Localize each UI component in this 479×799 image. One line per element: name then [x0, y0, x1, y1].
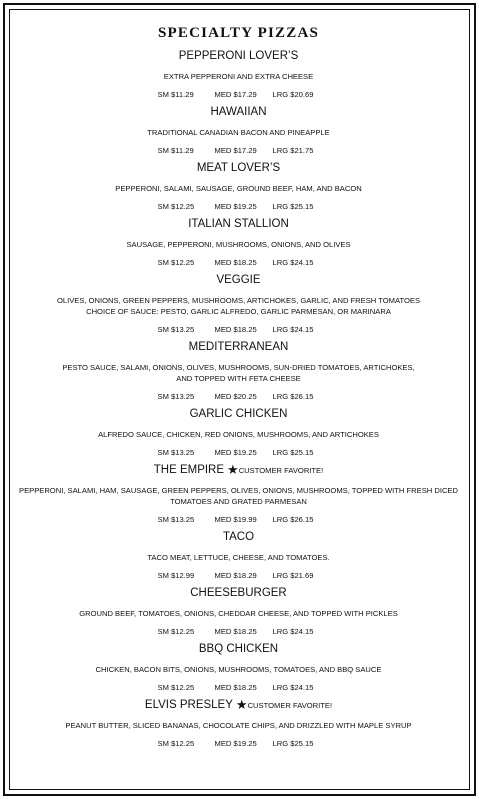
star-icon: ★	[235, 697, 248, 712]
pizza-description: PESTO SAUCE, SALAMI, ONIONS, OLIVES, MUSHROOMS, SUN-DRIED TOMATOES, ARTICHOKES, AND TOPPED WITH FETA CHEESE	[62, 363, 415, 383]
price-small: SM $13.25	[157, 448, 195, 457]
price-medium: MED $17.29	[214, 146, 257, 155]
price-small: SM $13.25	[157, 325, 195, 334]
price-medium: MED $19.25	[214, 202, 257, 211]
pizza-item	[12, 463, 465, 525]
pizza-prices	[12, 626, 465, 637]
price-large: LRG $25.15	[272, 739, 314, 748]
pizza-description: OLIVES, ONIONS, GREEN PEPPERS, MUSHROOMS, ARTICHOKES, GARLIC, AND FRESH TOMATOES CHOICE OF SAUCE: PESTO, GARLIC ALFREDO, GARLIC PARMESAN, OR MARINARA	[56, 296, 421, 316]
price-medium: MED $18.25	[214, 683, 257, 692]
price-small: SM $11.29	[157, 146, 194, 155]
pizza-item	[12, 217, 465, 268]
pizza-description: EXTRA PEPPERONI AND EXTRA CHEESE	[163, 72, 314, 81]
pizza-prices	[12, 201, 465, 212]
pizza-name: GARLIC CHICKEN	[189, 408, 288, 420]
pizza-name: THE EMPIRE	[153, 464, 225, 476]
pizza-description: GROUND BEEF, TOMATOES, ONIONS, CHEDDAR CHEESE, AND TOPPED WITH PICKLES	[79, 609, 398, 618]
pizza-item	[12, 530, 465, 581]
pizza-prices	[12, 89, 465, 100]
pizza-item	[12, 698, 465, 749]
pizza-description: CHICKEN, BACON BITS, ONIONS, MUSHROOMS, TOMATOES, AND BBQ SAUCE	[95, 665, 382, 674]
pizza-item	[12, 49, 465, 100]
price-large: LRG $21.75	[272, 146, 314, 155]
price-large: LRG $24.15	[272, 683, 314, 692]
price-small: SM $13.25	[157, 392, 195, 401]
price-small: SM $12.25	[157, 258, 195, 267]
price-large: LRG $24.15	[272, 325, 314, 334]
price-small: SM $12.25	[157, 683, 195, 692]
pizza-name: ITALIAN STALLION	[188, 218, 289, 230]
pizza-prices	[12, 324, 465, 335]
pizza-prices	[12, 257, 465, 268]
pizza-item	[12, 273, 465, 335]
pizza-prices	[12, 570, 465, 581]
price-small: SM $13.25	[157, 515, 195, 524]
price-medium: MED $20.25	[214, 392, 257, 401]
pizza-description: TRADITIONAL CANADIAN BACON AND PINEAPPLE	[147, 128, 330, 137]
menu-title: SPECIALTY PIZZAS	[157, 25, 320, 41]
pizza-name-row	[12, 698, 465, 713]
pizza-description: TACO MEAT, LETTUCE, CHEESE, AND TOMATOES.	[147, 553, 330, 562]
pizza-item	[12, 642, 465, 693]
menu-content	[12, 22, 465, 749]
pizza-description: PEANUT BUTTER, SLICED BANANAS, CHOCOLATE CHIPS, AND DRIZZLED WITH MAPLE SYRUP	[65, 721, 412, 730]
pizza-prices	[12, 391, 465, 402]
price-large: LRG $20.69	[272, 90, 314, 99]
pizza-prices	[12, 738, 465, 749]
price-small: SM $12.99	[157, 571, 195, 580]
pizza-description: PEPPERONI, SALAMI, HAM, SAUSAGE, GREEN PEPPERS, OLIVES, ONIONS, MUSHROOMS, TOPPED WITH FRESH DICED TOMATOES AND GRATED PARMESAN	[19, 486, 458, 506]
pizza-prices	[12, 447, 465, 458]
price-medium: MED $19.99	[214, 515, 257, 524]
price-large: LRG $25.15	[272, 448, 314, 457]
pizza-item	[12, 161, 465, 212]
price-medium: MED $19.25	[214, 448, 257, 457]
pizza-name: HAWAIIAN	[210, 106, 267, 118]
pizza-name: MEAT LOVER’S	[196, 162, 281, 174]
pizza-prices	[12, 682, 465, 693]
price-medium: MED $17.29	[214, 90, 257, 99]
price-large: LRG $24.15	[272, 258, 314, 267]
price-large: LRG $26.15	[272, 392, 314, 401]
price-medium: MED $19.25	[214, 739, 257, 748]
pizza-prices	[12, 514, 465, 525]
price-medium: MED $18.25	[214, 325, 257, 334]
pizza-name: ELVIS PRESLEY	[144, 699, 233, 711]
price-large: LRG $21.69	[272, 571, 314, 580]
pizza-description: SAUSAGE, PEPPERONI, MUSHROOMS, ONIONS, AND OLIVES	[126, 240, 351, 249]
pizza-description: PEPPERONI, SALAMI, SAUSAGE, GROUND BEEF, HAM, AND BACON	[115, 184, 362, 193]
price-small: SM $12.25	[157, 202, 195, 211]
pizza-name: VEGGIE	[216, 274, 261, 286]
price-medium: MED $18.29	[214, 571, 257, 580]
pizza-description: ALFREDO SAUCE, CHICKEN, RED ONIONS, MUSHROOMS, AND ARTICHOKES	[98, 430, 379, 439]
pizza-item	[12, 105, 465, 156]
pizza-name: CHEESEBURGER	[190, 587, 287, 599]
pizza-name: TACO	[222, 531, 255, 543]
price-large: LRG $26.15	[272, 515, 314, 524]
price-large: LRG $25.15	[272, 202, 314, 211]
pizza-item	[12, 586, 465, 637]
pizza-name: BBQ CHICKEN	[198, 643, 279, 655]
pizza-name-row	[12, 463, 465, 478]
customer-favorite-label: CUSTOMER FAVORITE!	[247, 701, 333, 710]
price-small: SM $12.25	[157, 627, 195, 636]
price-medium: MED $18.25	[214, 258, 257, 267]
price-small: SM $11.29	[157, 90, 194, 99]
customer-favorite-label: CUSTOMER FAVORITE!	[238, 466, 324, 475]
star-icon: ★	[227, 462, 239, 477]
pizza-item	[12, 340, 465, 402]
price-medium: MED $18.25	[214, 627, 257, 636]
price-large: LRG $24.15	[272, 627, 314, 636]
pizza-item	[12, 407, 465, 458]
pizza-prices	[12, 145, 465, 156]
pizza-name: PEPPERONI LOVER’S	[178, 50, 299, 62]
price-small: SM $12.25	[157, 739, 195, 748]
pizza-name: MEDITERRANEAN	[188, 341, 289, 353]
